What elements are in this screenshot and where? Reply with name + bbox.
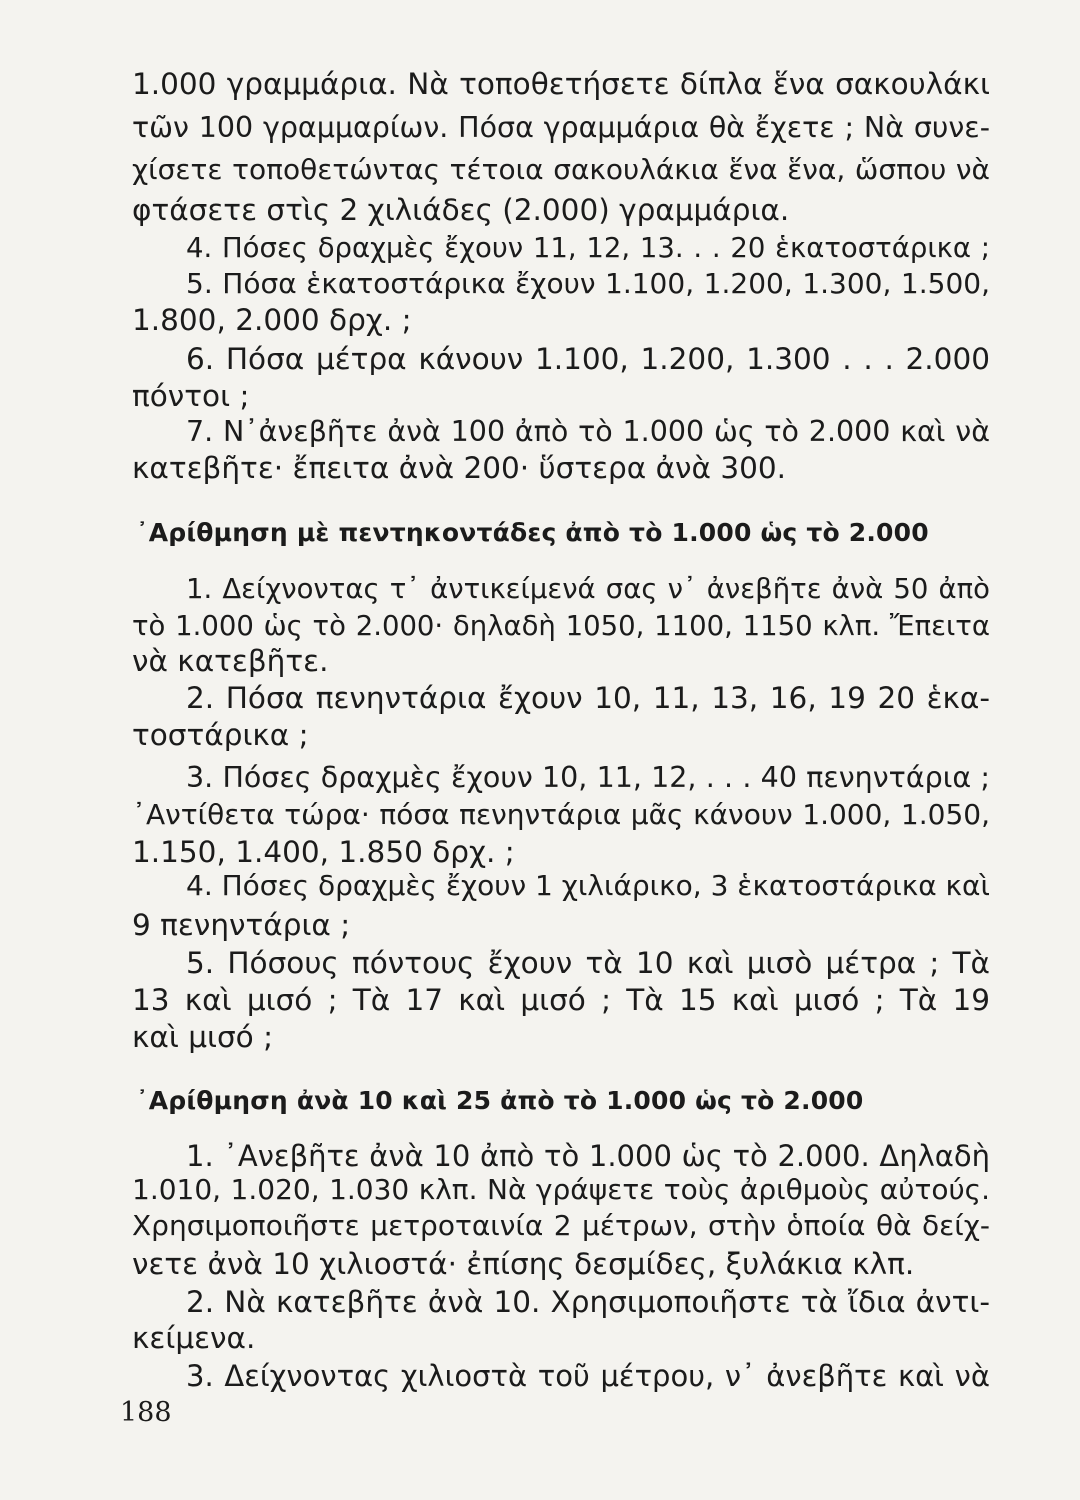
exercise-4: 4. Πόσες δραχμὲς ἔχουν 1 χιλιάρικο, 3 ἑκατοστάρικα καὶ bbox=[186, 869, 990, 902]
text-line: 1.000 γραμμάρια. Νὰ τοποθετήσετε δίπλα ἕνα σακουλάκι bbox=[132, 67, 990, 101]
exercise-5: 5. Πόσους πόντους ἔχουν τὰ 10 καὶ μισὸ μέτρα ; Τὰ bbox=[186, 946, 990, 980]
exercise-3: 3. Δείχνοντας χιλιοστὰ τοῦ μέτρου, ν᾽ ἀνεβῆτε καὶ νὰ bbox=[186, 1359, 990, 1393]
text-line: 1.800, 2.000 δρχ. ; bbox=[132, 303, 412, 337]
exercise-2: 2. Πόσα πενηντάρια ἔχουν 10, 11, 13, 16, 19 20 ἑκα- bbox=[186, 681, 990, 715]
text-line: 13 καὶ μισό ; Τὰ 17 καὶ μισό ; Τὰ 15 καὶ μισό ; Τὰ 19 bbox=[132, 983, 990, 1017]
text-line: πόντοι ; bbox=[132, 379, 250, 413]
exercise-5: 5. Πόσα ἑκατοστάρικα ἔχουν 1.100, 1.200, 1.300, 1.500, bbox=[186, 267, 990, 300]
text-line: κατεβῆτε· ἔπειτα ἀνὰ 200· ὕστερα ἀνὰ 300. bbox=[132, 451, 786, 485]
text-line: 1.010, 1.020, 1.030 κλπ. Νὰ γράψετε τοὺς ἀριθμοὺς αὐτούς. bbox=[132, 1173, 990, 1206]
exercise-6: 6. Πόσα μέτρα κάνουν 1.100, 1.200, 1.300 . . . 2.000 bbox=[186, 342, 990, 376]
text-line: νὰ κατεβῆτε. bbox=[132, 644, 329, 678]
page-number: 188 bbox=[120, 1397, 172, 1428]
text-line: τὸ 1.000 ὡς τὸ 2.000· δηλαδὴ 1050, 1100, 1150 κλπ. Ἔπειτα bbox=[132, 610, 990, 642]
exercise-2: 2. Νὰ κατεβῆτε ἀνὰ 10. Χρησιμοποιῆστε τὰ ἴδια ἀντι- bbox=[186, 1285, 990, 1319]
section-heading-tens: ᾿Αρίθμηση ἀνὰ 10 καὶ 25 ἀπὸ τὸ 1.000 ὡς τὸ 2.000 bbox=[136, 1086, 864, 1115]
text-line: κείμενα. bbox=[132, 1321, 256, 1355]
text-line: νετε ἀνὰ 10 χιλιοστά· ἐπίσης δεσμίδες, ξυλάκια κλπ. bbox=[132, 1247, 915, 1281]
text-line: τῶν 100 γραμμαρίων. Πόσα γραμμάρια θὰ ἔχετε ; Νὰ συνε- bbox=[132, 111, 990, 144]
text-line: 9 πενηντάρια ; bbox=[132, 908, 351, 942]
text-line: τοστάρικα ; bbox=[132, 718, 309, 752]
exercise-7: 7. Ν᾽ἀνεβῆτε ἀνὰ 100 ἀπὸ τὸ 1.000 ὡς τὸ 2.000 καὶ νὰ bbox=[186, 415, 990, 448]
text-line: 1.150, 1.400, 1.850 δρχ. ; bbox=[132, 835, 515, 869]
text-line: χίσετε τοποθετώντας τέτοια σακουλάκια ἕνα ἕνα, ὥσπου νὰ bbox=[132, 153, 990, 186]
text-line: καὶ μισό ; bbox=[132, 1020, 274, 1054]
exercise-1: 1. Δείχνοντας τ᾽ ἀντικείμενά σας ν᾽ ἀνεβῆτε ἀνὰ 50 ἀπὸ bbox=[186, 573, 990, 605]
text-line: Χρησιμοποιῆστε μετροταινία 2 μέτρων, στὴν ὁποία θὰ δείχ- bbox=[132, 1209, 990, 1242]
exercise-4: 4. Πόσες δραχμὲς ἔχουν 11, 12, 13. . . 20 ἑκατοστάρικα ; bbox=[186, 232, 990, 264]
text-line: ᾿Αντίθετα τώρα· πόσα πενηντάρια μᾶς κάνουν 1.000, 1.050, bbox=[132, 798, 990, 831]
exercise-1: 1. ᾿Ανεβῆτε ἀνὰ 10 ἀπὸ τὸ 1.000 ὡς τὸ 2.000. Δηλαδὴ bbox=[186, 1139, 990, 1173]
exercise-3: 3. Πόσες δραχμὲς ἔχουν 10, 11, 12, . . . 40 πενηντάρια ; bbox=[186, 761, 990, 794]
section-heading-fifties: ᾿Αρίθμηση μὲ πεντηκοντάδες ἀπὸ τὸ 1.000 ὡς τὸ 2.000 bbox=[136, 518, 929, 547]
text-line: φτάσετε στὶς 2 χιλιάδες (2.000) γραμμάρια. bbox=[132, 193, 790, 227]
